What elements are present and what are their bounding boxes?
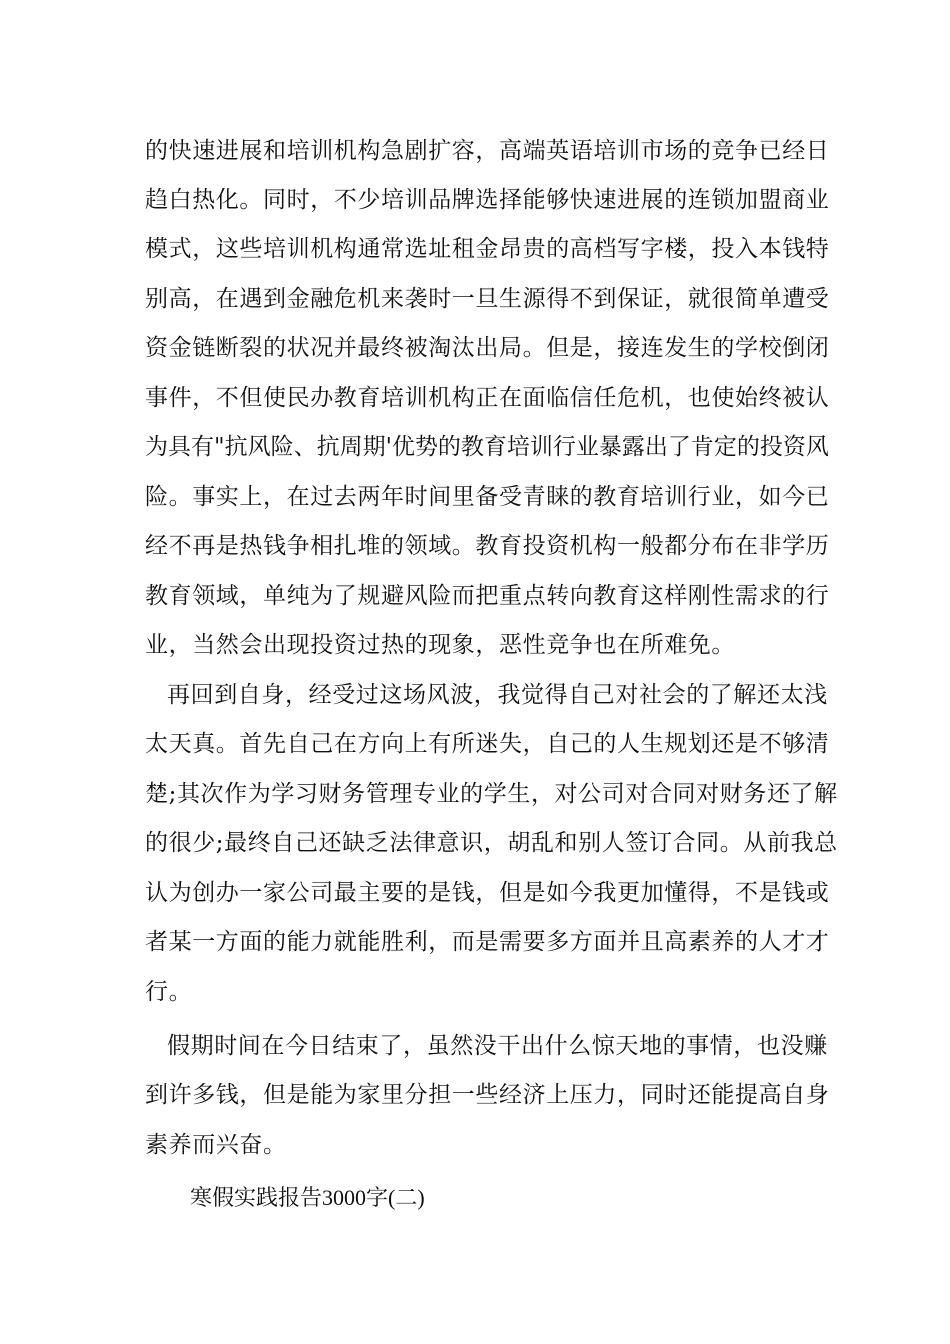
paragraph-1-line-2: 趋白热化。同时，不少培训品牌选择能够快速进展的连锁加盟商业 [145, 187, 830, 213]
paragraph-2-line-1: 再回到自身，经受过这场风波，我觉得自己对社会的了解还太浅 [167, 682, 828, 708]
paragraph-2-line-2: 太天真。首先自己在方向上有所迷失，自己的人生规划还是不够清 [145, 731, 830, 757]
paragraph-2-line-7: 行。 [145, 979, 193, 1005]
paragraph-1-line-7: 为具有"抗风险、抗周期'优势的教育培训行业暴露出了肯定的投资风 [145, 434, 829, 460]
paragraph-2-line-6: 者某一方面的能力就能胜利，而是需要多方面并且高素养的人才才 [145, 929, 830, 955]
section-heading: 寒假实践报告3000字(二) [190, 1185, 425, 1210]
paragraph-1-line-4: 别高，在遇到金融危机来袭时一旦生源得不到保证，就很简单遭受 [145, 286, 830, 312]
paragraph-3-line-1: 假期时间在今日结束了，虽然没干出什么惊天地的事情，也没赚 [167, 1033, 828, 1059]
paragraph-3-line-3: 素养而兴奋。 [145, 1132, 287, 1158]
paragraph-1-line-11: 业，当然会出现投资过热的现象，恶性竞争也在所难免。 [145, 632, 735, 658]
paragraph-1-line-6: 事件，不但使民办教育培训机构正在面临信任危机，也使始终被认 [145, 385, 830, 411]
paragraph-1-line-3: 模式，这些培训机构通常选址租金昂贵的高档写字楼，投入本钱特 [145, 236, 830, 262]
paragraph-1-line-5: 资金链断裂的状况并最终被淘汰出局。但是，接连发生的学校倒闭 [145, 335, 830, 361]
paragraph-2-line-3: 楚;其次作为学习财务管理专业的学生，对公司对合同对财务还了解 [145, 781, 838, 807]
paragraph-1-line-8: 险。事实上，在过去两年时间里备受青睐的教育培训行业，如今已 [145, 484, 830, 510]
paragraph-2-line-5: 认为创办一家公司最主要的是钱，但是如今我更加懂得，不是钱或 [145, 880, 830, 906]
paragraph-1-line-9: 经不再是热钱争相扎堆的领域。教育投资机构一般都分布在非学历 [145, 533, 830, 559]
paragraph-1-line-10: 教育领域，单纯为了规避风险而把重点转向教育这样刚性需求的行 [145, 583, 830, 609]
paragraph-2-line-4: 的很少;最终自己还缺乏法律意识，胡乱和别人签订合同。从前我总 [145, 830, 838, 856]
paragraph-1-line-1: 的快速进展和培训机构急剧扩容，高端英语培训市场的竞争已经日 [145, 138, 830, 164]
paragraph-3-line-2: 到许多钱，但是能为家里分担一些经济上压力，同时还能提高自身 [145, 1082, 830, 1108]
